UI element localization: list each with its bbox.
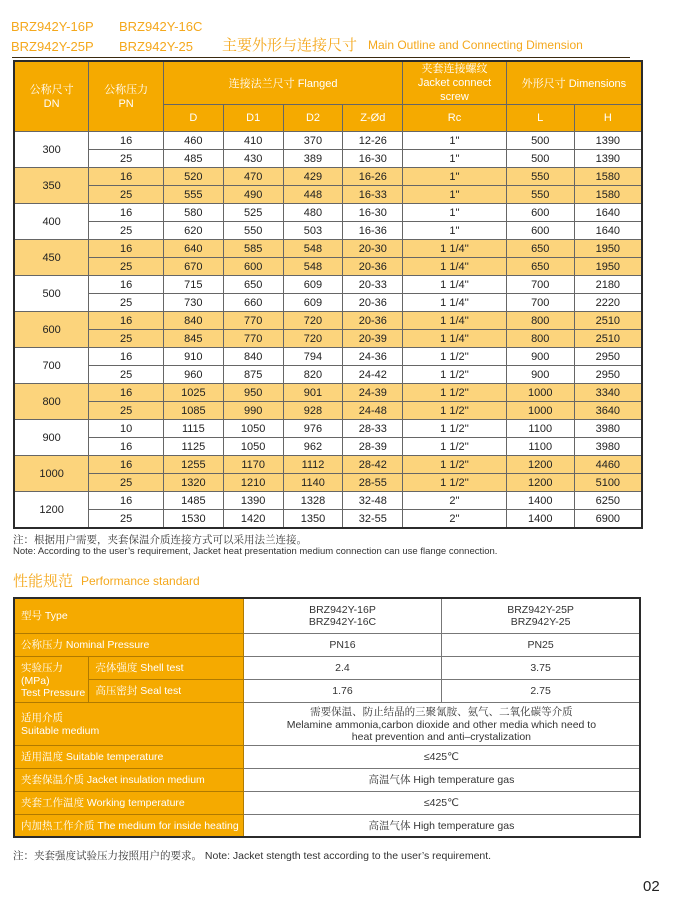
table-cell: 1115 (163, 420, 223, 438)
table-cell: 1400 (506, 510, 574, 529)
shell-25: 3.75 (442, 656, 640, 679)
nominal-label: 公称压力 Nominal Pressure (14, 633, 243, 656)
shell-16: 2.4 (243, 656, 441, 679)
table-cell: 1200 (506, 474, 574, 492)
table-cell: 670 (163, 258, 223, 276)
table-cell: 1390 (574, 132, 642, 150)
table-cell: 25 (89, 150, 164, 168)
table-cell: 3340 (574, 384, 642, 402)
note-jacket-strength: 注：夹套强度试验压力按照用户的要求。 Note: Jacket stength test according to the user’s requirement. (13, 850, 492, 862)
table-cell: 490 (223, 186, 283, 204)
table-row (14, 330, 642, 348)
table-row (14, 312, 642, 330)
inside-value: 高温气体 High temperature gas (243, 814, 640, 837)
table-cell: 976 (283, 420, 343, 438)
table-cell: 962 (283, 438, 343, 456)
table-cell: 28-39 (343, 438, 403, 456)
perf-row-shell (14, 656, 640, 679)
table-cell: 1 1/4'' (403, 312, 507, 330)
table-cell: 2510 (574, 330, 642, 348)
table-cell: 548 (283, 258, 343, 276)
table-cell: 25 (89, 186, 164, 204)
table-cell: 550 (223, 222, 283, 240)
table-cell: 16-33 (343, 186, 403, 204)
perf-row-seal (14, 679, 640, 702)
model-list (11, 17, 227, 57)
dn-cell: 300 (14, 132, 89, 168)
table-cell: 16 (89, 456, 164, 474)
dn-cell: 350 (14, 168, 89, 204)
table-cell: 2180 (574, 276, 642, 294)
table-cell: 16-30 (343, 150, 403, 168)
note-en: Note: According to the user’s requirement, Jacket heat presentation medium connection can use flange connection. (13, 546, 498, 557)
perf-row-temp (14, 745, 640, 768)
seal-16: 1.76 (243, 679, 441, 702)
table-cell: 25 (89, 474, 164, 492)
table-row (14, 348, 642, 366)
table-cell: 16 (89, 240, 164, 258)
performance-title-cn: 性能规范 (13, 573, 74, 590)
table-cell: 2950 (574, 348, 642, 366)
table-cell: 3980 (574, 420, 642, 438)
table-row (14, 456, 642, 474)
table-cell: 845 (163, 330, 223, 348)
table-cell: 20-30 (343, 240, 403, 258)
table-cell: 609 (283, 294, 343, 312)
medium-value: 需要保温、防止结晶的三聚氰胺、氨气、二氧化碳等介质 Melamine ammonia,carbon dioxide and other media which need to heat prevention and anti–crystalization (243, 702, 640, 745)
table-cell: 1485 (163, 492, 223, 510)
table-cell: 1420 (223, 510, 283, 529)
table-cell: 550 (506, 186, 574, 204)
table-cell: 525 (223, 204, 283, 222)
perf-row-nominal (14, 633, 640, 656)
table-cell: 1640 (574, 204, 642, 222)
nominal-25: PN25 (442, 633, 640, 656)
table-cell: 1400 (506, 492, 574, 510)
header-l: L (506, 105, 574, 132)
table-cell: 5100 (574, 474, 642, 492)
table-cell: 3980 (574, 438, 642, 456)
table-cell: 16 (89, 438, 164, 456)
model-name: BRZ942Y-25P (11, 39, 94, 54)
table-cell: 3640 (574, 402, 642, 420)
table-cell: 16 (89, 132, 164, 150)
table-cell: 16 (89, 384, 164, 402)
table-row (14, 366, 642, 384)
table-cell: 20-36 (343, 312, 403, 330)
table-cell: 1050 (223, 438, 283, 456)
table-cell: 16 (89, 204, 164, 222)
table-cell: 4460 (574, 456, 642, 474)
table-cell: 20-39 (343, 330, 403, 348)
performance-title-en: Performance standard (81, 574, 200, 588)
dn-cell: 700 (14, 348, 89, 384)
table-cell: 1050 (223, 420, 283, 438)
table-cell: 660 (223, 294, 283, 312)
table-row (14, 492, 642, 510)
perf-row-inside (14, 814, 640, 837)
performance-table (13, 597, 641, 838)
test-pressure-label: 实验压力(MPa) Test Pressure (14, 656, 89, 702)
table-cell: 1000 (506, 402, 574, 420)
table-cell: 1390 (223, 492, 283, 510)
table-cell: 1025 (163, 384, 223, 402)
table-cell: 480 (283, 204, 343, 222)
temp-label: 适用温度 Suitable temperature (14, 745, 243, 768)
header-d1: D1 (223, 105, 283, 132)
table-cell: 1000 (506, 384, 574, 402)
table-cell: 24-36 (343, 348, 403, 366)
dn-cell: 800 (14, 384, 89, 420)
table-cell: 25 (89, 258, 164, 276)
dn-cell: 400 (14, 204, 89, 240)
perf-row-jacket-medium (14, 768, 640, 791)
table-row (14, 222, 642, 240)
table-cell: 20-36 (343, 294, 403, 312)
table-cell: 24-48 (343, 402, 403, 420)
table-cell: 550 (506, 168, 574, 186)
table-cell: 600 (506, 204, 574, 222)
table-cell: 370 (283, 132, 343, 150)
working-temp-label: 夹套工作温度 Working temperature (14, 791, 243, 814)
page-number: 02 (643, 878, 660, 895)
dn-cell: 1000 (14, 456, 89, 492)
table-cell: 720 (283, 330, 343, 348)
table-cell: 1 1/2'' (403, 348, 507, 366)
model-name: BRZ942Y-25 (119, 39, 193, 54)
jacket-medium-label: 夹套保温介质 Jacket insulation medium (14, 768, 243, 791)
table-cell: 1580 (574, 168, 642, 186)
table-cell: 1112 (283, 456, 343, 474)
table-cell: 1 1/2'' (403, 474, 507, 492)
table-cell: 700 (506, 276, 574, 294)
jacket-medium-value: 高温气体 High temperature gas (243, 768, 640, 791)
header-z-od: Z-Ød (343, 105, 403, 132)
table-cell: 2510 (574, 312, 642, 330)
table-cell: 32-55 (343, 510, 403, 529)
table-cell: 1 1/2'' (403, 366, 507, 384)
table-cell: 25 (89, 366, 164, 384)
table-cell: 1100 (506, 438, 574, 456)
table-cell: 24-42 (343, 366, 403, 384)
table-cell: 1'' (403, 132, 507, 150)
dn-cell: 900 (14, 420, 89, 456)
table-cell: 28-42 (343, 456, 403, 474)
table-cell: 1 1/4'' (403, 294, 507, 312)
table-cell: 1 1/2'' (403, 384, 507, 402)
table-cell: 410 (223, 132, 283, 150)
table-row (14, 132, 642, 150)
perf-row-working-temp (14, 791, 640, 814)
dimension-table (13, 60, 643, 529)
table-cell: 1140 (283, 474, 343, 492)
table-cell: 1390 (574, 150, 642, 168)
table-cell: 770 (223, 330, 283, 348)
dn-cell: 600 (14, 312, 89, 348)
table-cell: 1255 (163, 456, 223, 474)
table-cell: 1210 (223, 474, 283, 492)
table-cell: 715 (163, 276, 223, 294)
table-cell: 875 (223, 366, 283, 384)
table-cell: 960 (163, 366, 223, 384)
table-cell: 640 (163, 240, 223, 258)
table-cell: 901 (283, 384, 343, 402)
table-cell: 1085 (163, 402, 223, 420)
table-cell: 1530 (163, 510, 223, 529)
perf-row-type (14, 598, 640, 633)
table-cell: 800 (506, 312, 574, 330)
table-cell: 1 1/4'' (403, 276, 507, 294)
table-cell: 650 (223, 276, 283, 294)
table-cell: 460 (163, 132, 223, 150)
header-flanged: 连接法兰尺寸 Flanged (163, 61, 402, 105)
table-cell: 28-55 (343, 474, 403, 492)
table-cell: 1'' (403, 186, 507, 204)
table-cell: 10 (89, 420, 164, 438)
table-cell: 1'' (403, 222, 507, 240)
table-cell: 1'' (403, 204, 507, 222)
table-cell: 730 (163, 294, 223, 312)
table-cell: 1350 (283, 510, 343, 529)
table-row (14, 402, 642, 420)
title-divider (12, 57, 630, 58)
table-cell: 1 1/2'' (403, 438, 507, 456)
table-cell: 20-33 (343, 276, 403, 294)
dn-cell: 450 (14, 240, 89, 276)
table-cell: 2950 (574, 366, 642, 384)
model-name: BRZ942Y-16P (11, 19, 94, 34)
table-cell: 16 (89, 492, 164, 510)
table-cell: 6250 (574, 492, 642, 510)
table-cell: 770 (223, 312, 283, 330)
table-cell: 840 (163, 312, 223, 330)
table-row (14, 186, 642, 204)
shell-label: 壳体强度 Shell test (89, 656, 243, 679)
table-cell: 389 (283, 150, 343, 168)
table-cell: 840 (223, 348, 283, 366)
table-cell: 928 (283, 402, 343, 420)
table-cell: 2'' (403, 492, 507, 510)
table-cell: 1640 (574, 222, 642, 240)
table-cell: 503 (283, 222, 343, 240)
inside-label: 内加热工作介质 The medium for inside heating (14, 814, 243, 837)
table-cell: 1'' (403, 150, 507, 168)
table-row (14, 168, 642, 186)
table-cell: 794 (283, 348, 343, 366)
table-cell: 25 (89, 330, 164, 348)
table-cell: 800 (506, 330, 574, 348)
table-cell: 1 1/4'' (403, 240, 507, 258)
table-row (14, 420, 642, 438)
perf-row-medium (14, 702, 640, 745)
table-cell: 485 (163, 150, 223, 168)
table-cell: 1950 (574, 258, 642, 276)
type-25: BRZ942Y-25P BRZ942Y-25 (442, 598, 640, 633)
table-cell: 2'' (403, 510, 507, 529)
dn-cell: 500 (14, 276, 89, 312)
table-cell: 1 1/4'' (403, 330, 507, 348)
table-cell: 500 (506, 150, 574, 168)
table-cell: 609 (283, 276, 343, 294)
table-cell: 1328 (283, 492, 343, 510)
table-cell: 28-33 (343, 420, 403, 438)
table-cell: 600 (223, 258, 283, 276)
table-cell: 16 (89, 168, 164, 186)
seal-25: 2.75 (442, 679, 640, 702)
table-cell: 1 1/4'' (403, 258, 507, 276)
header-dn: 公称尺寸 DN (14, 61, 89, 132)
table-cell: 950 (223, 384, 283, 402)
header-d: D (163, 105, 223, 132)
table-cell: 16 (89, 312, 164, 330)
header-jacket: 夹套连接螺纹 Jacket connect screw (403, 61, 507, 105)
header-d2: D2 (283, 105, 343, 132)
header-h: H (574, 105, 642, 132)
header-dimensions: 外形尺寸 Dimensions (506, 61, 642, 105)
table-cell: 1170 (223, 456, 283, 474)
table-cell: 1'' (403, 168, 507, 186)
table-row (14, 294, 642, 312)
table-cell: 16-26 (343, 168, 403, 186)
table-cell: 720 (283, 312, 343, 330)
table-cell: 548 (283, 240, 343, 258)
dn-cell: 1200 (14, 492, 89, 529)
section-title-en: Main Outline and Connecting Dimension (368, 38, 583, 52)
table-cell: 25 (89, 402, 164, 420)
table-cell: 25 (89, 510, 164, 529)
temp-value: ≤425℃ (243, 745, 640, 768)
table-cell: 1100 (506, 420, 574, 438)
table-cell: 555 (163, 186, 223, 204)
note-cn: 注：根据用户需要，夹套保温介质连接方式可以采用法兰连接。 (13, 534, 307, 546)
table-cell: 1 1/2'' (403, 420, 507, 438)
section-title-cn: 主要外形与连接尺寸 (222, 37, 358, 54)
medium-label: 适用介质 Suitable medium (14, 702, 243, 745)
table-row (14, 438, 642, 456)
table-cell: 1950 (574, 240, 642, 258)
table-cell: 429 (283, 168, 343, 186)
seal-label: 高压密封 Seal test (89, 679, 243, 702)
table-cell: 990 (223, 402, 283, 420)
table-cell: 16 (89, 276, 164, 294)
table-cell: 16 (89, 348, 164, 366)
table-cell: 20-36 (343, 258, 403, 276)
table-row (14, 510, 642, 529)
table-cell: 24-39 (343, 384, 403, 402)
table-cell: 1200 (506, 456, 574, 474)
table-cell: 900 (506, 366, 574, 384)
table-row (14, 474, 642, 492)
table-cell: 470 (223, 168, 283, 186)
table-cell: 820 (283, 366, 343, 384)
table-cell: 900 (506, 348, 574, 366)
table-cell: 620 (163, 222, 223, 240)
table-row (14, 240, 642, 258)
table-cell: 32-48 (343, 492, 403, 510)
table-row (14, 384, 642, 402)
table-cell: 650 (506, 258, 574, 276)
table-cell: 1580 (574, 186, 642, 204)
nominal-16: PN16 (243, 633, 441, 656)
table-cell: 448 (283, 186, 343, 204)
type-label: 型号 Type (14, 598, 243, 633)
table-cell: 1 1/2'' (403, 456, 507, 474)
table-row (14, 150, 642, 168)
model-name: BRZ942Y-16C (119, 19, 203, 34)
dimension-table-body (14, 132, 642, 529)
table-cell: 580 (163, 204, 223, 222)
table-cell: 1320 (163, 474, 223, 492)
working-temp-value: ≤425℃ (243, 791, 640, 814)
table-cell: 6900 (574, 510, 642, 529)
table-cell: 2220 (574, 294, 642, 312)
table-cell: 500 (506, 132, 574, 150)
table-cell: 600 (506, 222, 574, 240)
table-cell: 650 (506, 240, 574, 258)
table-cell: 25 (89, 294, 164, 312)
table-row (14, 276, 642, 294)
table-cell: 430 (223, 150, 283, 168)
type-16: BRZ942Y-16P BRZ942Y-16C (243, 598, 441, 633)
table-cell: 910 (163, 348, 223, 366)
table-cell: 16-36 (343, 222, 403, 240)
header-rc: Rc (403, 105, 507, 132)
table-cell: 1125 (163, 438, 223, 456)
table-cell: 16-30 (343, 204, 403, 222)
header-pn: 公称压力 PN (89, 61, 164, 132)
table-row (14, 258, 642, 276)
table-cell: 12-26 (343, 132, 403, 150)
table-cell: 520 (163, 168, 223, 186)
table-cell: 25 (89, 222, 164, 240)
table-cell: 700 (506, 294, 574, 312)
table-cell: 585 (223, 240, 283, 258)
table-row (14, 204, 642, 222)
table-cell: 1 1/2'' (403, 402, 507, 420)
